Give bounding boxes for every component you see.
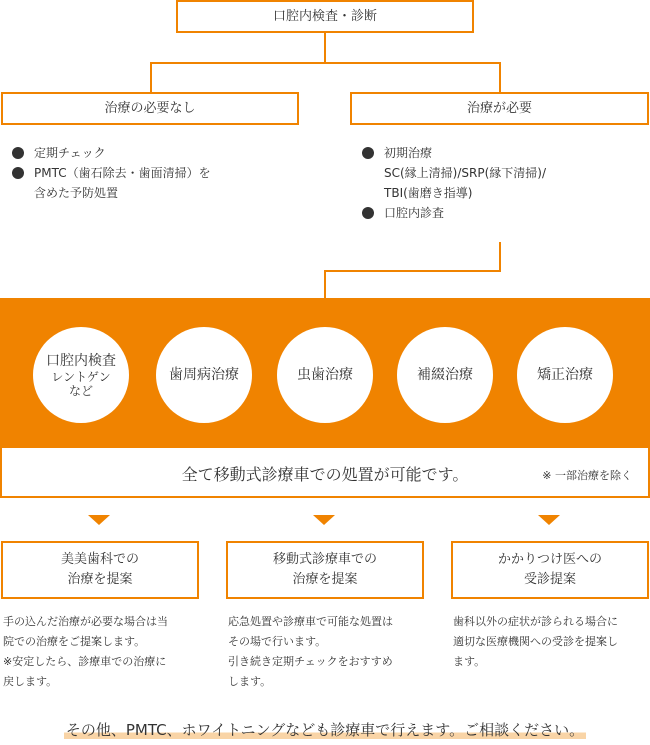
treatment-label: 歯周病治療: [169, 367, 239, 383]
bullet-icon: [12, 147, 24, 159]
diagnosis-box: [176, 0, 474, 33]
list-item: [12, 163, 292, 203]
treatment-circle-exam: [33, 327, 129, 423]
result-desc-mobile: [228, 612, 428, 692]
treatment-circle-periodontal: [156, 327, 252, 423]
bullet-icon: [12, 167, 24, 179]
list-item-text: 定期チェック: [34, 146, 106, 160]
no-treatment-box: [1, 92, 299, 125]
result-title-line: 移動式診療車での: [272, 552, 377, 567]
bullet-icon: [362, 207, 374, 219]
desc-line: 適切な医療機関への受診を提案し: [453, 635, 618, 648]
mobile-notice: [0, 448, 650, 498]
treatment-circle-orthodontic: [517, 327, 613, 423]
list-item-text: 含めた予防処置: [34, 186, 119, 200]
result-title-line: 治療を提案: [292, 572, 358, 587]
result-desc-clinic: [3, 612, 203, 692]
desc-line: 歯科以外の症状が診られる場合に: [453, 615, 618, 628]
list-item-text: SC(縁上清掃)/SRP(縁下清掃)/: [384, 166, 547, 180]
connector-left-drop: [150, 62, 152, 92]
treatment-needed-box: [350, 92, 649, 125]
desc-line: 院での治療をご提案します。: [3, 635, 146, 648]
treatment-label: 補綴治療: [417, 367, 473, 383]
desc-line: 引き続き定期チェックをおすすめ: [228, 655, 393, 668]
list-item: [362, 143, 642, 203]
footer-text: その他、PMTC、ホワイトニングなども診療車で行えます。ご相談ください。: [65, 721, 585, 739]
treatment-sublabel: レントゲン: [51, 370, 111, 384]
desc-line: 応急処置や診療車で可能な処置は: [228, 615, 393, 628]
desc-line: します。: [228, 675, 272, 688]
connector-band-horizontal: [324, 270, 501, 272]
result-title-line: 美美歯科での: [60, 552, 139, 567]
treatment-label: 虫歯治療: [297, 367, 353, 383]
bullet-icon: [362, 147, 374, 159]
treatment-circle-prosthetic: [397, 327, 493, 423]
list-item-text: TBI(歯磨き指導): [384, 186, 473, 200]
treatment-needed-label: 治療が必要: [466, 100, 532, 116]
treatment-circle-caries: [277, 327, 373, 423]
connector-right-drop: [499, 62, 501, 92]
connector-band-drop: [324, 270, 326, 298]
treatment-needed-list: [362, 143, 642, 223]
desc-line: ます。: [453, 655, 486, 668]
list-item: [12, 143, 292, 163]
desc-line: その場で行います。: [228, 635, 327, 648]
diagnosis-label: 口腔内検査・診断: [272, 8, 377, 24]
list-item-text: PMTC（歯石除去・歯面清掃）を: [34, 166, 211, 180]
desc-line: 戻します。: [3, 675, 58, 688]
down-arrow-icon: [88, 515, 110, 525]
footer-note: [50, 719, 600, 740]
list-item-text: 初期治療: [384, 146, 433, 160]
down-arrow-icon: [538, 515, 560, 525]
result-box-clinic: [1, 541, 199, 599]
result-box-mobile: [226, 541, 424, 599]
treatment-label: 矯正治療: [537, 367, 593, 383]
list-item: [362, 203, 642, 223]
result-box-referral: [451, 541, 649, 599]
notice-main-text: 全て移動式診療車での処置が可能です。: [181, 465, 469, 484]
result-title-line: 治療を提案: [67, 572, 133, 587]
connector-top-horizontal: [150, 62, 501, 64]
desc-line: 手の込んだ治療が必要な場合は当: [3, 615, 168, 628]
result-desc-referral: [453, 612, 650, 672]
result-title-line: 受診提案: [523, 572, 576, 587]
treatment-sublabel: など: [68, 384, 93, 398]
notice-note-text: ※ 一部治療を除く: [542, 469, 632, 482]
desc-line: ※安定したら、診療車での治療に: [3, 655, 167, 668]
no-treatment-list: [12, 143, 292, 203]
result-title-line: かかりつけ医への: [497, 552, 602, 567]
no-treatment-label: 治療の必要なし: [104, 100, 196, 116]
down-arrow-icon: [313, 515, 335, 525]
connector-top-vertical: [324, 33, 326, 63]
connector-band-drop-right: [499, 242, 501, 272]
treatment-label: 口腔内検査: [46, 353, 116, 369]
list-item-text: 口腔内診査: [384, 206, 445, 220]
